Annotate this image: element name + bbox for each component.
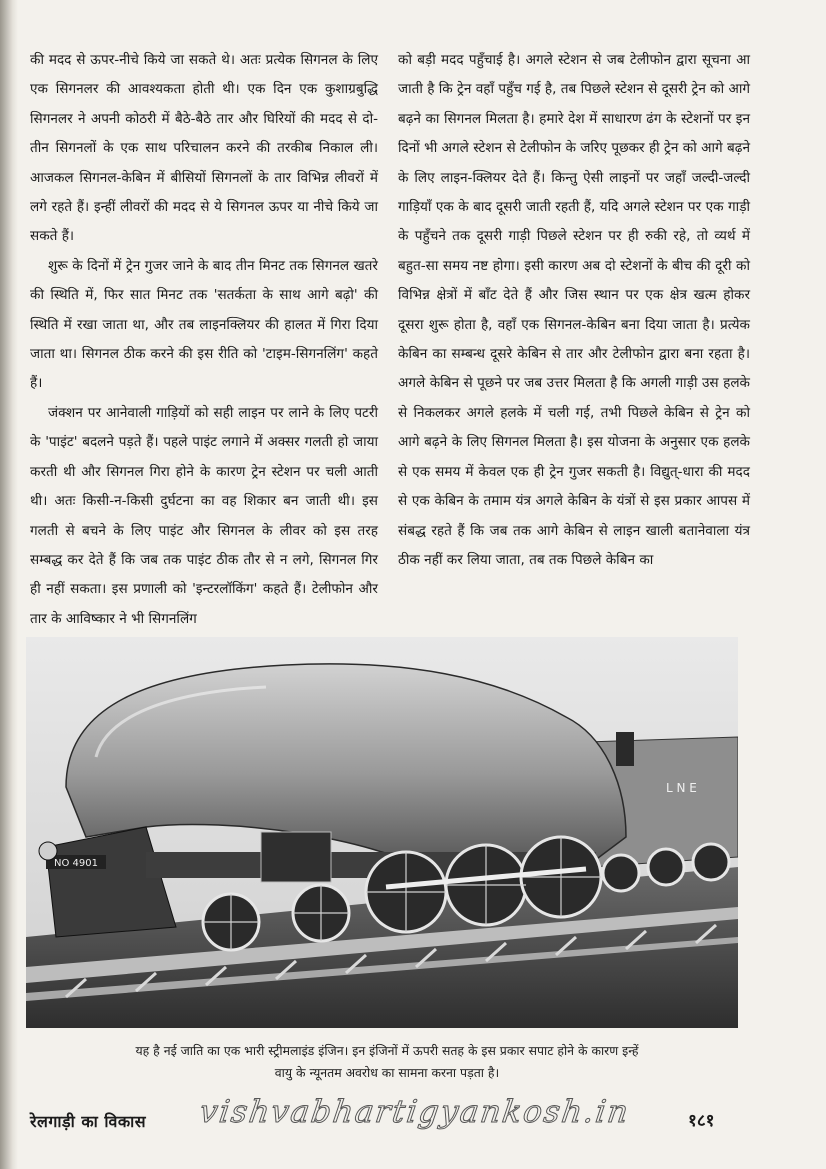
tender-lettering: L N E bbox=[666, 781, 697, 795]
website-watermark: vishvabhartigyankosh.in bbox=[197, 1094, 633, 1130]
paragraph: की मदद से ऊपर-नीचे किये जा सकते थे। अतः प्रत्येक सिगनल के लिए एक सिगनलर की आवश्यकता होती थी। एक दिन एक कुशाग्रबुद्धि सिगनलर ने अपनी कोठरी में बैठे-बैठे तार और घिरियों की मदद से दो-तीन सिगनलों के एक साथ परिचालन करने की तरकीब निकाल ली। आजकल सिगनल-केबिन में बीसियों सिगनलों के तार विभिन्न लीवरों में लगे रहते हैं। इन्हीं लीवरों की मदद से ये सिगनल ऊपर या नीचे किये जा सकते हैं। bbox=[30, 52, 378, 245]
streamlined-engine-illustration bbox=[26, 637, 738, 1028]
figure-caption bbox=[26, 1040, 748, 1084]
paragraph: जंक्शन पर आनेवाली गाड़ियों को सही लाइन पर लाने के लिए पटरी के 'पाइंट' बदलने पड़ते हैं। पहले पाइंट लगाने में अक्सर गलती हो जाया करती थी और सिगनल गिरा होने के कारण ट्रेन स्टेशन पर चली आती थी। अतः किसी-न-किसी दुर्घटना का वह शिकार बन जाती थी। इस गलती से बचने के लिए पाइंट और सिगनल के लीवर को इस तरह सम्बद्ध कर देते हैं कि जब तक पाइंट ठीक तौर से न लगे, सिगनल गिर ही नहीं सकता। इस प्रणाली को 'इन्टरलॉकिंग' कहते हैं। टेलीफोन और तार के आविष्कार ने भी सिगनलिंग bbox=[30, 404, 378, 627]
paragraph: को बड़ी मदद पहुँचाई है। अगले स्टेशन से जब टेलीफोन द्वारा सूचना आ जाती है कि ट्रेन वहाँ पहुँच गई है, तब पिछले स्टेशन से दूसरी ट्रेन को आगे बढ़ने का सिगनल मिलता है। हमारे देश में साधारण ढंग के स्टेशनों पर इन दिनों भी अगले स्टेशन से टेलीफोन के जरिए पूछकर ही ट्रेन को आगे बढ़ने के लिए लाइन-क्लियर देते हैं। किन्तु ऐसी लाइनों पर जहाँ जल्दी-जल्दी गाड़ियाँ एक के बाद दूसरी जाती रहती हैं, यदि अगले स्टेशन पर एक गाड़ी के पहुँचने तक दूसरी गाड़ी पिछले स्टेशन पर ही रुकी रहे, तो व्यर्थ में बहुत-सा समय नष्ट होगा। इसी कारण अब दो स्टेशनों के बीच की दूरी को विभिन्न क्षेत्रों में बाँट देते हैं और जिस स्थान पर एक क्षेत्र खत्म होकर दूसरा शुरू होता है, वहाँ एक सिगनल-केबिन बना दिया जाता है। प्रत्येक केबिन का सम्बन्ध दूसरे केबिन से तार और टेलीफोन द्वारा बना रहता है। अगले केबिन से पूछने पर जब उत्तर मिलता है कि अगली गाड़ी उस हलके से निकलकर अगले हलके में चली गई, तभी पिछले केबिन से ट्रेन को आगे बढ़ने के लिए सिगनल मिलता है। इस योजना के अनुसार एक हलके से एक समय में केवल एक ही ट्रेन गुजर सकती है। विद्युत्-धारा की मदद से एक केबिन के तमाम यंत्र अगले केबिन के यंत्रों से इस प्रकार आपस में संबद्ध रहते हैं कि जब तक आगे केबिन से लाइन खाली बतानेवाला यंत्र ठीक नहीं कर लिया जाता, तब तक पिछले केबिन का bbox=[398, 52, 751, 568]
engine-number-plate: NO 4901 bbox=[54, 858, 98, 869]
page-binding-shadow bbox=[0, 0, 18, 1169]
caption-line: वायु के न्यूनतम अवरोध का सामना करना पड़ता है। bbox=[274, 1065, 500, 1080]
paragraph: शुरू के दिनों में ट्रेन गुजर जाने के बाद तीन मिनट तक सिगनल खतरे की स्थिति में, फिर सात मिनट तक 'सतर्कता के साथ आगे बढ़ो' की स्थिति में रखा जाता था, और तब लाइनक्लियर की हालत में गिरा दिया जाता था। सिगनल ठीक करने की इस रीति को 'टाइम-सिगनलिंग' कहते हैं। bbox=[30, 257, 378, 392]
left-text-column bbox=[30, 46, 378, 634]
locomotive-photo bbox=[26, 637, 738, 1028]
caption-line: यह है नई जाति का एक भारी स्ट्रीमलाइंड इंजिन। इन इंजिनों में ऊपरी सतह के इस प्रकार सपाट होने के कारण इन्हें bbox=[135, 1043, 639, 1058]
running-footer-title: रेलगाड़ी का विकास bbox=[30, 1112, 147, 1131]
right-text-column bbox=[398, 46, 750, 575]
page-number: १८१ bbox=[688, 1111, 715, 1131]
